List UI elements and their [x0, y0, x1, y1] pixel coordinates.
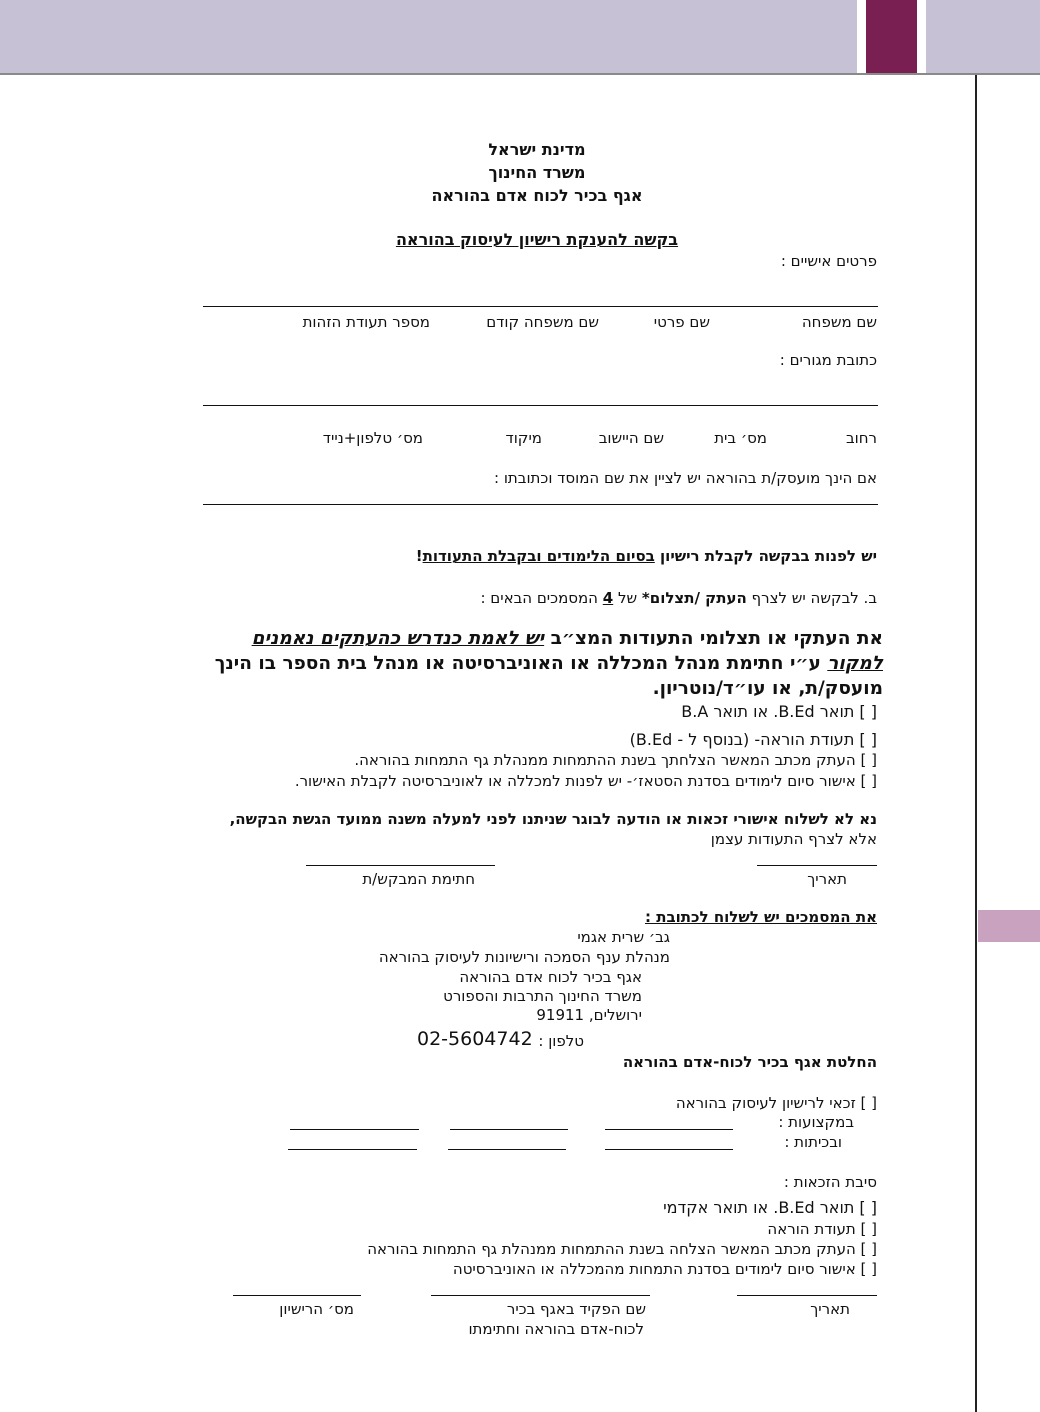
grades-fill-line[interactable]: [448, 1149, 566, 1150]
personal-fill-line[interactable]: [203, 306, 878, 307]
reason-item[interactable]: [ ] תעודת הוראה: [767, 1220, 877, 1238]
warning-line-1: נא לא לשלוח אישורי זכאות או הודעה לבוגר שניתנו לפני למעלה משנה ממועד הגשת הבקשה,: [229, 810, 877, 828]
attach-instruction: ב. לבקשה יש לצרף העתק /תצלום* של 4 המסמכים הבאים :: [480, 589, 877, 607]
address-label: כתובת מגורים :: [779, 351, 877, 369]
field-street: רחוב: [845, 429, 877, 447]
date-label: תאריך: [807, 870, 847, 888]
document-item[interactable]: [ ] אישור סיום לימודים בסדנת הסטאז׳- יש לפנות למכללה או לאוניברסיטה לקבלת האישור.: [294, 772, 877, 790]
mailing-line: משרד החינוך התרבות והספורט: [443, 987, 642, 1005]
state-name: מדינת ישראל: [488, 140, 586, 159]
reason-label: סיבת הזכאות :: [783, 1173, 877, 1191]
reason-item[interactable]: [ ] אישור סיום לימודים בסדנת התמחות מהמכללה או האוניברסיטה: [452, 1260, 877, 1278]
employer-fill-line[interactable]: [203, 504, 878, 505]
field-zip: מיקוד: [505, 429, 542, 447]
mailing-line: גב׳ שרית אגמי: [577, 928, 670, 946]
field-phone: מס׳ טלפון+נייד: [322, 429, 423, 447]
ministry-name: משרד החינוך: [488, 163, 586, 182]
grades-fill-line[interactable]: [288, 1149, 417, 1150]
department-name: אגף בכיר לכוח אדם בהוראה: [431, 186, 643, 205]
mailing-line: ירושלים, 91911: [536, 1006, 642, 1024]
mailing-line: מנהלת ענף הסמכה ורישיונות לעיסוק בהוראה: [378, 948, 670, 966]
decision-title: החלטת אגף בכיר לכוח-אדם בהוראה: [622, 1053, 877, 1071]
address-fill-line[interactable]: [203, 405, 878, 406]
field-house-number: מס׳ בית: [714, 429, 767, 447]
decision-date-label: תאריך: [810, 1300, 850, 1318]
document-item[interactable]: [ ] תעודת הוראה- (בנוסף ל - B.Ed): [629, 730, 877, 749]
license-number-label: מס׳ הרישיון: [279, 1300, 354, 1318]
subjects-fill-line[interactable]: [450, 1129, 568, 1130]
phone-label: טלפון :: [538, 1032, 584, 1050]
decision-subjects-label: במקצועות :: [778, 1113, 854, 1131]
officer-label: שם הפקיד באגף בכיר: [506, 1300, 646, 1318]
decision-eligible[interactable]: [ ] זכאי לרישיון לעיסוק בהוראה: [675, 1094, 877, 1112]
field-last-name: שם משפחה: [801, 313, 877, 331]
officer-fill-line[interactable]: [431, 1295, 650, 1296]
decision-grades-label: ובכיתות :: [784, 1133, 842, 1151]
signature-label: חתימת המבקש/ת: [362, 870, 475, 888]
license-fill-line[interactable]: [233, 1295, 361, 1296]
mailing-line: אגף בכיר לכוח אדם בהוראה: [459, 968, 642, 986]
field-previous-last-name: שם משפחה קודם: [486, 313, 599, 331]
form-title: בקשה להענקת רישיון לעיסוק בהוראה: [395, 230, 679, 249]
field-city: שם היישוב: [598, 429, 664, 447]
mailing-label: את המסמכים יש לשלוח לכתובת :: [645, 908, 877, 926]
subjects-fill-line[interactable]: [605, 1129, 733, 1130]
apply-instruction: יש לפנות בבקשה לקבלת רישיון בסיום הלימודים ובקבלת התעודות!: [415, 547, 877, 565]
date-fill-line[interactable]: [757, 865, 877, 866]
document-item[interactable]: [ ] העתק מכתב המאשר הצלחתך בשנת ההתמחות ממנהלת גף התמחות בהוראה.: [354, 751, 877, 769]
grades-fill-line[interactable]: [605, 1149, 733, 1150]
warning-line-2: אלא לצרף התעודות עצמן: [710, 830, 877, 848]
subjects-fill-line[interactable]: [290, 1129, 419, 1130]
notary-instruction: את העתקי או תצלומי התעודות המצ״ב יש לאמת כנדרש כהעתקים נאמנים למקור ע״י חתימת מנהל המכללה או האוניברסיטה או מנהל בית הספר בו הינך מועסק/ת, או עו״ד/נוטריון.: [214, 628, 883, 699]
personal-details-label: פרטים אישיים :: [780, 252, 877, 270]
header-accent-block: [866, 0, 917, 73]
reason-item[interactable]: [ ] העתק מכתב המאשר הצלחה בשנת ההתמחות ממנהלת גף התמחות בהוראה: [367, 1240, 877, 1258]
reason-item[interactable]: [ ] תואר B.Ed. או תואר אקדמי: [663, 1198, 877, 1217]
side-tab: [978, 910, 1040, 942]
phone-number: 02-5604742: [417, 1028, 533, 1050]
signature-fill-line[interactable]: [306, 865, 495, 866]
officer-label-cont: לכוח-אדם בהוראה וחתימתו: [468, 1320, 644, 1338]
field-id-number: מספר תעודת הזהות: [302, 313, 430, 331]
employer-label: אם הינך מועסק/ת בהוראה יש לציין את שם המוסד וכתובתו :: [494, 469, 877, 487]
header-gap: [917, 0, 926, 73]
header-gap: [857, 0, 866, 73]
field-first-name: שם פרטי: [653, 313, 710, 331]
header-divider: [0, 73, 1040, 75]
page-margin-line: [975, 75, 977, 1412]
decision-date-fill-line[interactable]: [737, 1295, 877, 1296]
document-item[interactable]: [ ] תואר B.Ed. או תואר B.A: [681, 702, 877, 721]
